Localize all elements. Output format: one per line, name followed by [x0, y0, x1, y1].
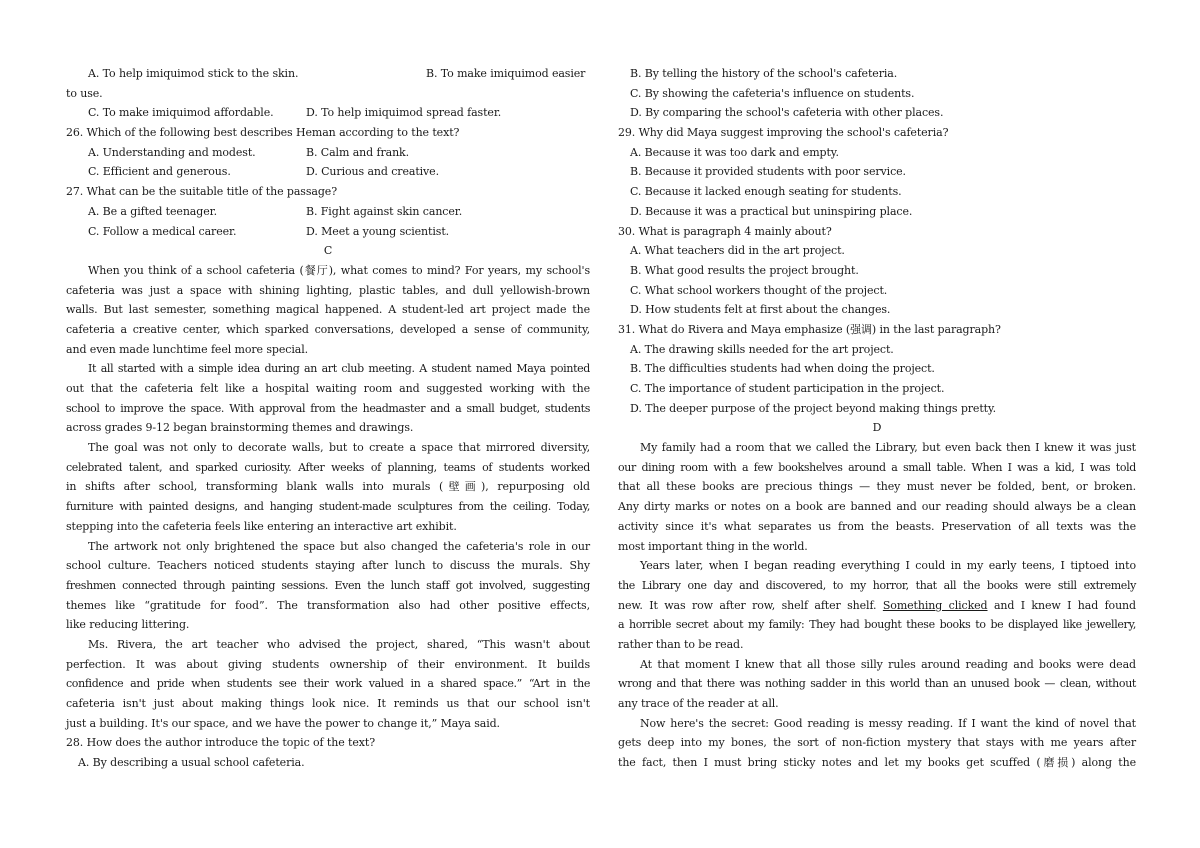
q26-options-ab: [66, 143, 590, 163]
q26-option-a: A. Understanding and modest.: [88, 145, 256, 159]
passage-c-p3-line: furniture with painted designs, and hanging student-made sculptures from the ceiling. Today,: [66, 500, 590, 514]
q31-option-a: A. The drawing skills needed for the art project.: [630, 342, 894, 356]
passage-c-p4-line: freshmen connected through painting sessions. Even the lunch staff got involved, suggesting: [66, 578, 590, 592]
q26-option-b: B. Calm and frank.: [306, 145, 410, 159]
section-heading-c: C: [323, 244, 333, 258]
passage-d-p3-line: wrong and that there was nothing sadder in this world than an unused book — clean, without: [618, 677, 1136, 691]
passage-d-text: and I knew I had found: [993, 598, 1136, 612]
question-31: 31. What do Rivera and Maya emphasize (强调) in the last paragraph?: [618, 322, 1001, 336]
passage-d-p1-line: Any dirty marks or notes on a book are banned and our reading should always be a clean: [618, 500, 1136, 514]
q26-option-d: D. Curious and creative.: [306, 165, 439, 179]
q31-option-c: C. The importance of student participation in the project.: [630, 382, 945, 395]
passage-c-p3-line: stepping into the cafeteria feels like entering an interactive art exhibit.: [66, 519, 457, 533]
passage-d-p4-line: Now here's the secret: Good reading is messy reading. If I want the kind of novel that: [640, 716, 1136, 730]
q25-option-c: C. To make imiquimod affordable.: [88, 106, 274, 120]
q27-option-d: D. Meet a young scientist.: [306, 224, 450, 238]
passage-c-p5-line: confidence and pride when students see their work valued in a shared space.” “Art in the: [66, 677, 590, 691]
passage-c-p5-line: just a building. It's our space, and we have the power to change it,” Maya said.: [66, 716, 500, 730]
q28-option-b: B. By telling the history of the school's cafeteria.: [630, 67, 898, 80]
question-30: 30. What is paragraph 4 mainly about?: [618, 224, 832, 238]
section-heading-d: D: [872, 421, 882, 435]
passage-d-p1-line: My family had a room that we called the Library, but even back then I knew it was just: [640, 441, 1136, 455]
q29-option-d: D. Because it was a practical but uninspiring place.: [630, 204, 913, 218]
passage-c-p1-line: and even made lunchtime feel more special.: [66, 342, 309, 356]
q27-option-b: B. Fight against skin cancer.: [306, 204, 463, 218]
passage-c-p5-line: Ms. Rivera, the art teacher who advised the project, shared, “This wasn't about: [88, 637, 590, 651]
passage-c-p1-line: walls. But last semester, something magical happened. A student-led art project made the: [66, 303, 590, 317]
q27-option-a: A. Be a gifted teenager.: [88, 204, 217, 218]
passage-d-p2-line: Years later, when I began reading everything I could in my early teens, I tiptoed into: [640, 559, 1136, 573]
passage-d-p3-line: At that moment I knew that all those silly rules around reading and books were dead: [640, 657, 1136, 671]
q27-option-c: C. Follow a medical career.: [88, 224, 237, 238]
passage-c-p2-line: It all started with a simple idea during an art club meeting. A student named Maya pointed: [88, 362, 590, 376]
question-28: 28. How does the author introduce the topic of the text?: [66, 736, 375, 750]
q31-option-b: B. The difficulties students had when doing the project.: [630, 362, 935, 376]
question-26: 26. Which of the following best describes Heman according to the text?: [66, 126, 460, 140]
passage-c-p3-line: celebrated talent, and sparked curiosity. After weeks of planning, teams of students worked: [66, 460, 590, 474]
passage-d-p2-line: rather than to be read.: [618, 637, 744, 651]
q28-option-d: D. By comparing the school's cafeteria with other places.: [630, 106, 944, 120]
q30-option-a: A. What teachers did in the art project.: [630, 244, 845, 258]
q29-option-c: C. Because it lacked enough seating for students.: [630, 185, 902, 199]
q30-option-c: C. What school workers thought of the project.: [630, 283, 888, 297]
passage-c-p2-line: out that the cafeteria felt like a hospital waiting room and suggested working with the: [66, 382, 590, 395]
passage-d-p2-line: the Library one day and discovered, to my horror, that all the books were still extremely: [618, 578, 1136, 592]
passage-c-p1-line: When you think of a school cafeteria (餐厅), what comes to mind? For years, my school's: [88, 263, 590, 277]
q25-option-a: A. To help imiquimod stick to the skin.: [88, 67, 299, 80]
passage-d-p3-line: any trace of the reader at all.: [618, 697, 779, 710]
passage-d-p2-line: [618, 596, 1136, 616]
q26-option-c: C. Efficient and generous.: [88, 165, 231, 179]
passage-c-p2-line: school to improve the space. With approval from the headmaster and a small budget, students: [66, 401, 590, 415]
q30-option-b: B. What good results the project brought.: [630, 263, 859, 277]
q27-options-ab: [66, 202, 590, 222]
passage-c-p5-line: perfection. It was about giving students ownership of their environment. It builds: [66, 657, 590, 671]
question-27: 27. What can be the suitable title of the passage?: [66, 185, 337, 199]
passage-d-p2-line: a horrible secret about my family: They had bought these books to be displayed like jewellery,: [618, 618, 1136, 632]
q26-options-cd: [66, 162, 590, 182]
q27-options-cd: [66, 222, 590, 242]
passage-c-p4-line: The artwork not only brightened the space but also changed the cafeteria's role in our: [88, 539, 590, 553]
passage-c-p1-line: cafeteria a creative center, which sparked conversations, developed a sense of community,: [66, 322, 590, 336]
passage-c-p4-line: school culture. Teachers noticed students staying after lunch to discuss the murals. Shy: [66, 559, 590, 573]
left-column: [66, 64, 590, 773]
q28-option-a: A. By describing a usual school cafeteria.: [78, 756, 305, 770]
passage-c-p5-line: cafeteria isn't just about making things look nice. It reminds us that our school isn't: [66, 697, 590, 710]
q29-option-b: B. Because it provided students with poor service.: [630, 165, 906, 179]
passage-d-p1-line: our dining room with a few bookshelves around a small table. When I was a kid, I was told: [618, 460, 1136, 474]
passage-c-p4-line: themes like “gratitude for food”. The transformation also had other positive effects,: [66, 598, 590, 612]
q31-option-d: D. The deeper purpose of the project beyond making things pretty.: [630, 401, 997, 415]
passage-c-p2-line: across grades 9-12 began brainstorming themes and drawings.: [66, 421, 414, 435]
q30-option-d: D. How students felt at first about the changes.: [630, 303, 891, 317]
passage-c-p1-line: cafeteria was just a space with shining lighting, plastic tables, and dull yellowish-brown: [66, 283, 590, 297]
q25-options-ab: [66, 64, 590, 84]
right-column: [618, 64, 1136, 773]
q25-options-cd: [66, 103, 590, 123]
passage-c-p3-line: in shifts after school, transforming blank walls into murals (壁画), repurposing old: [66, 480, 590, 494]
passage-d-p1-line: activity since it's what separates us from the beasts. Preservation of all texts was the: [618, 519, 1136, 533]
question-29: 29. Why did Maya suggest improving the school's cafeteria?: [618, 126, 949, 140]
q25-option-b: B. To make imiquimod easier: [426, 67, 586, 80]
q25-option-d: D. To help imiquimod spread faster.: [306, 106, 502, 120]
passage-d-text: new. It was row after row, shelf after shelf.: [618, 598, 877, 612]
passage-d-p4-line: gets deep into my bones, the sort of non-fiction mystery that stays with me years after: [618, 736, 1136, 750]
q28-option-c: C. By showing the cafeteria's influence on students.: [630, 86, 915, 100]
q25-option-b-continued: to use.: [66, 86, 103, 100]
q29-option-a: A. Because it was too dark and empty.: [630, 145, 839, 159]
passage-d-p1-line: most important thing in the world.: [618, 539, 808, 553]
passage-c-p4-line: like reducing littering.: [66, 618, 190, 632]
passage-c-p3-line: The goal was not only to decorate walls, but to create a space that mirrored diversity,: [88, 441, 590, 455]
passage-d-p1-line: that all these books are precious things — they must never be folded, bent, or broken.: [618, 480, 1136, 494]
passage-d-p4-line: the fact, then I must bring sticky notes and let my books get scuffed (磨损) along the: [618, 756, 1136, 770]
underlined-phrase-something-clicked: Something clicked: [882, 598, 988, 612]
